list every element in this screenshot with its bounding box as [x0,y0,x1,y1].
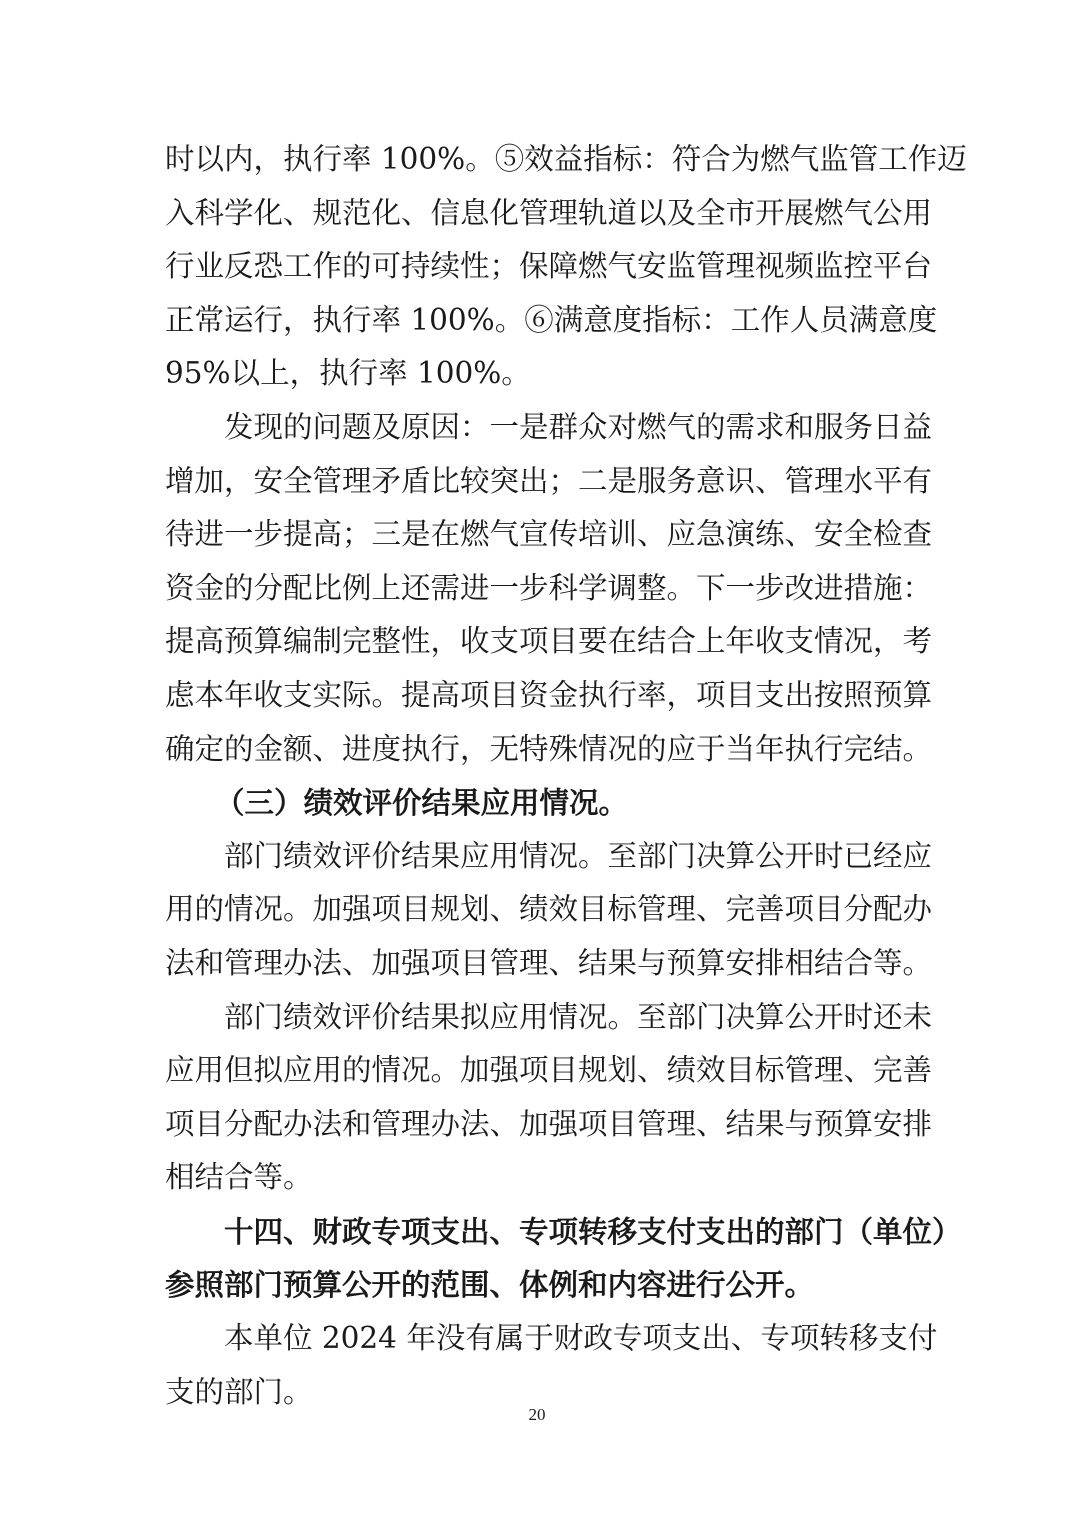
text-line: 部门绩效评价结果应用情况。至部门决算公开时已经应 [224,838,933,873]
heading-line: 十四、财政专项支出、专项转移支付支出的部门（单位） [224,1213,962,1249]
paragraph-indicators-continued [165,133,967,401]
text-line: 部门绩效评价结果拟应用情况。至部门决算公开时还未 [224,999,933,1034]
text-line: 法和管理办法、加强项目管理、结果与预算安排相结合等。 [165,945,933,980]
text-line: 虑本年收支实际。提高项目资金执行率，项目支出按照预算 [165,677,933,712]
paragraph-planned-results [165,991,933,1205]
paragraph-applied-results [165,830,933,991]
text-line: 确定的金额、进度执行，无特殊情况的应于当年执行完结。 [165,731,933,766]
text-line: 行业反恐工作的可持续性；保障燃气安监管理视频监控平台 [165,249,933,284]
text-line: 应用但拟应用的情况。加强项目规划、绩效目标管理、完善 [165,1053,933,1088]
section-heading-3 [165,776,915,830]
section-heading-14 [165,1205,962,1312]
text-line: 发现的问题及原因：一是群众对燃气的需求和服务日益 [224,409,933,444]
text-line: 本单位 2024 年没有属于财政专项支出、专项转移支付 [224,1321,938,1356]
text-line: 项目分配办法和管理办法、加强项目管理、结果与预算安排 [165,1106,933,1141]
text-line: 支的部门。 [165,1374,313,1409]
document-page [165,133,967,1419]
text-line: 时以内，执行率 100%。⑤效益指标：符合为燃气监管工作迈 [165,142,967,176]
paragraph-problems-and-measures [165,401,933,776]
heading-line: 参照部门预算公开的范围、体例和内容进行公开。 [165,1267,815,1303]
paragraph-no-special-transfers [165,1312,938,1419]
text-line: 相结合等。 [165,1160,313,1195]
text-line: 提高预算编制完整性，收支项目要在结合上年收支情况，考 [165,624,933,659]
text-line: 入科学化、规范化、信息化管理轨道以及全市开展燃气公用 [165,195,933,230]
text-line: 待进一步提高；三是在燃气宣传培训、应急演练、安全检查 [165,517,933,552]
text-line: 资金的分配比例上还需进一步科学调整。下一步改进措施： [165,570,933,605]
heading-line: （三）绩效评价结果应用情况。 [215,785,629,821]
page-number: 20 [528,1405,546,1424]
text-line: 用的情况。加强项目规划、绩效目标管理、完善项目分配办 [165,892,933,927]
text-line: 正常运行，执行率 100%。⑥满意度指标：工作人员满意度 [165,302,938,337]
text-line: 增加，安全管理矛盾比较突出；二是服务意识、管理水平有 [165,463,933,498]
text-line: 95%以上，执行率 100%。 [165,356,531,391]
